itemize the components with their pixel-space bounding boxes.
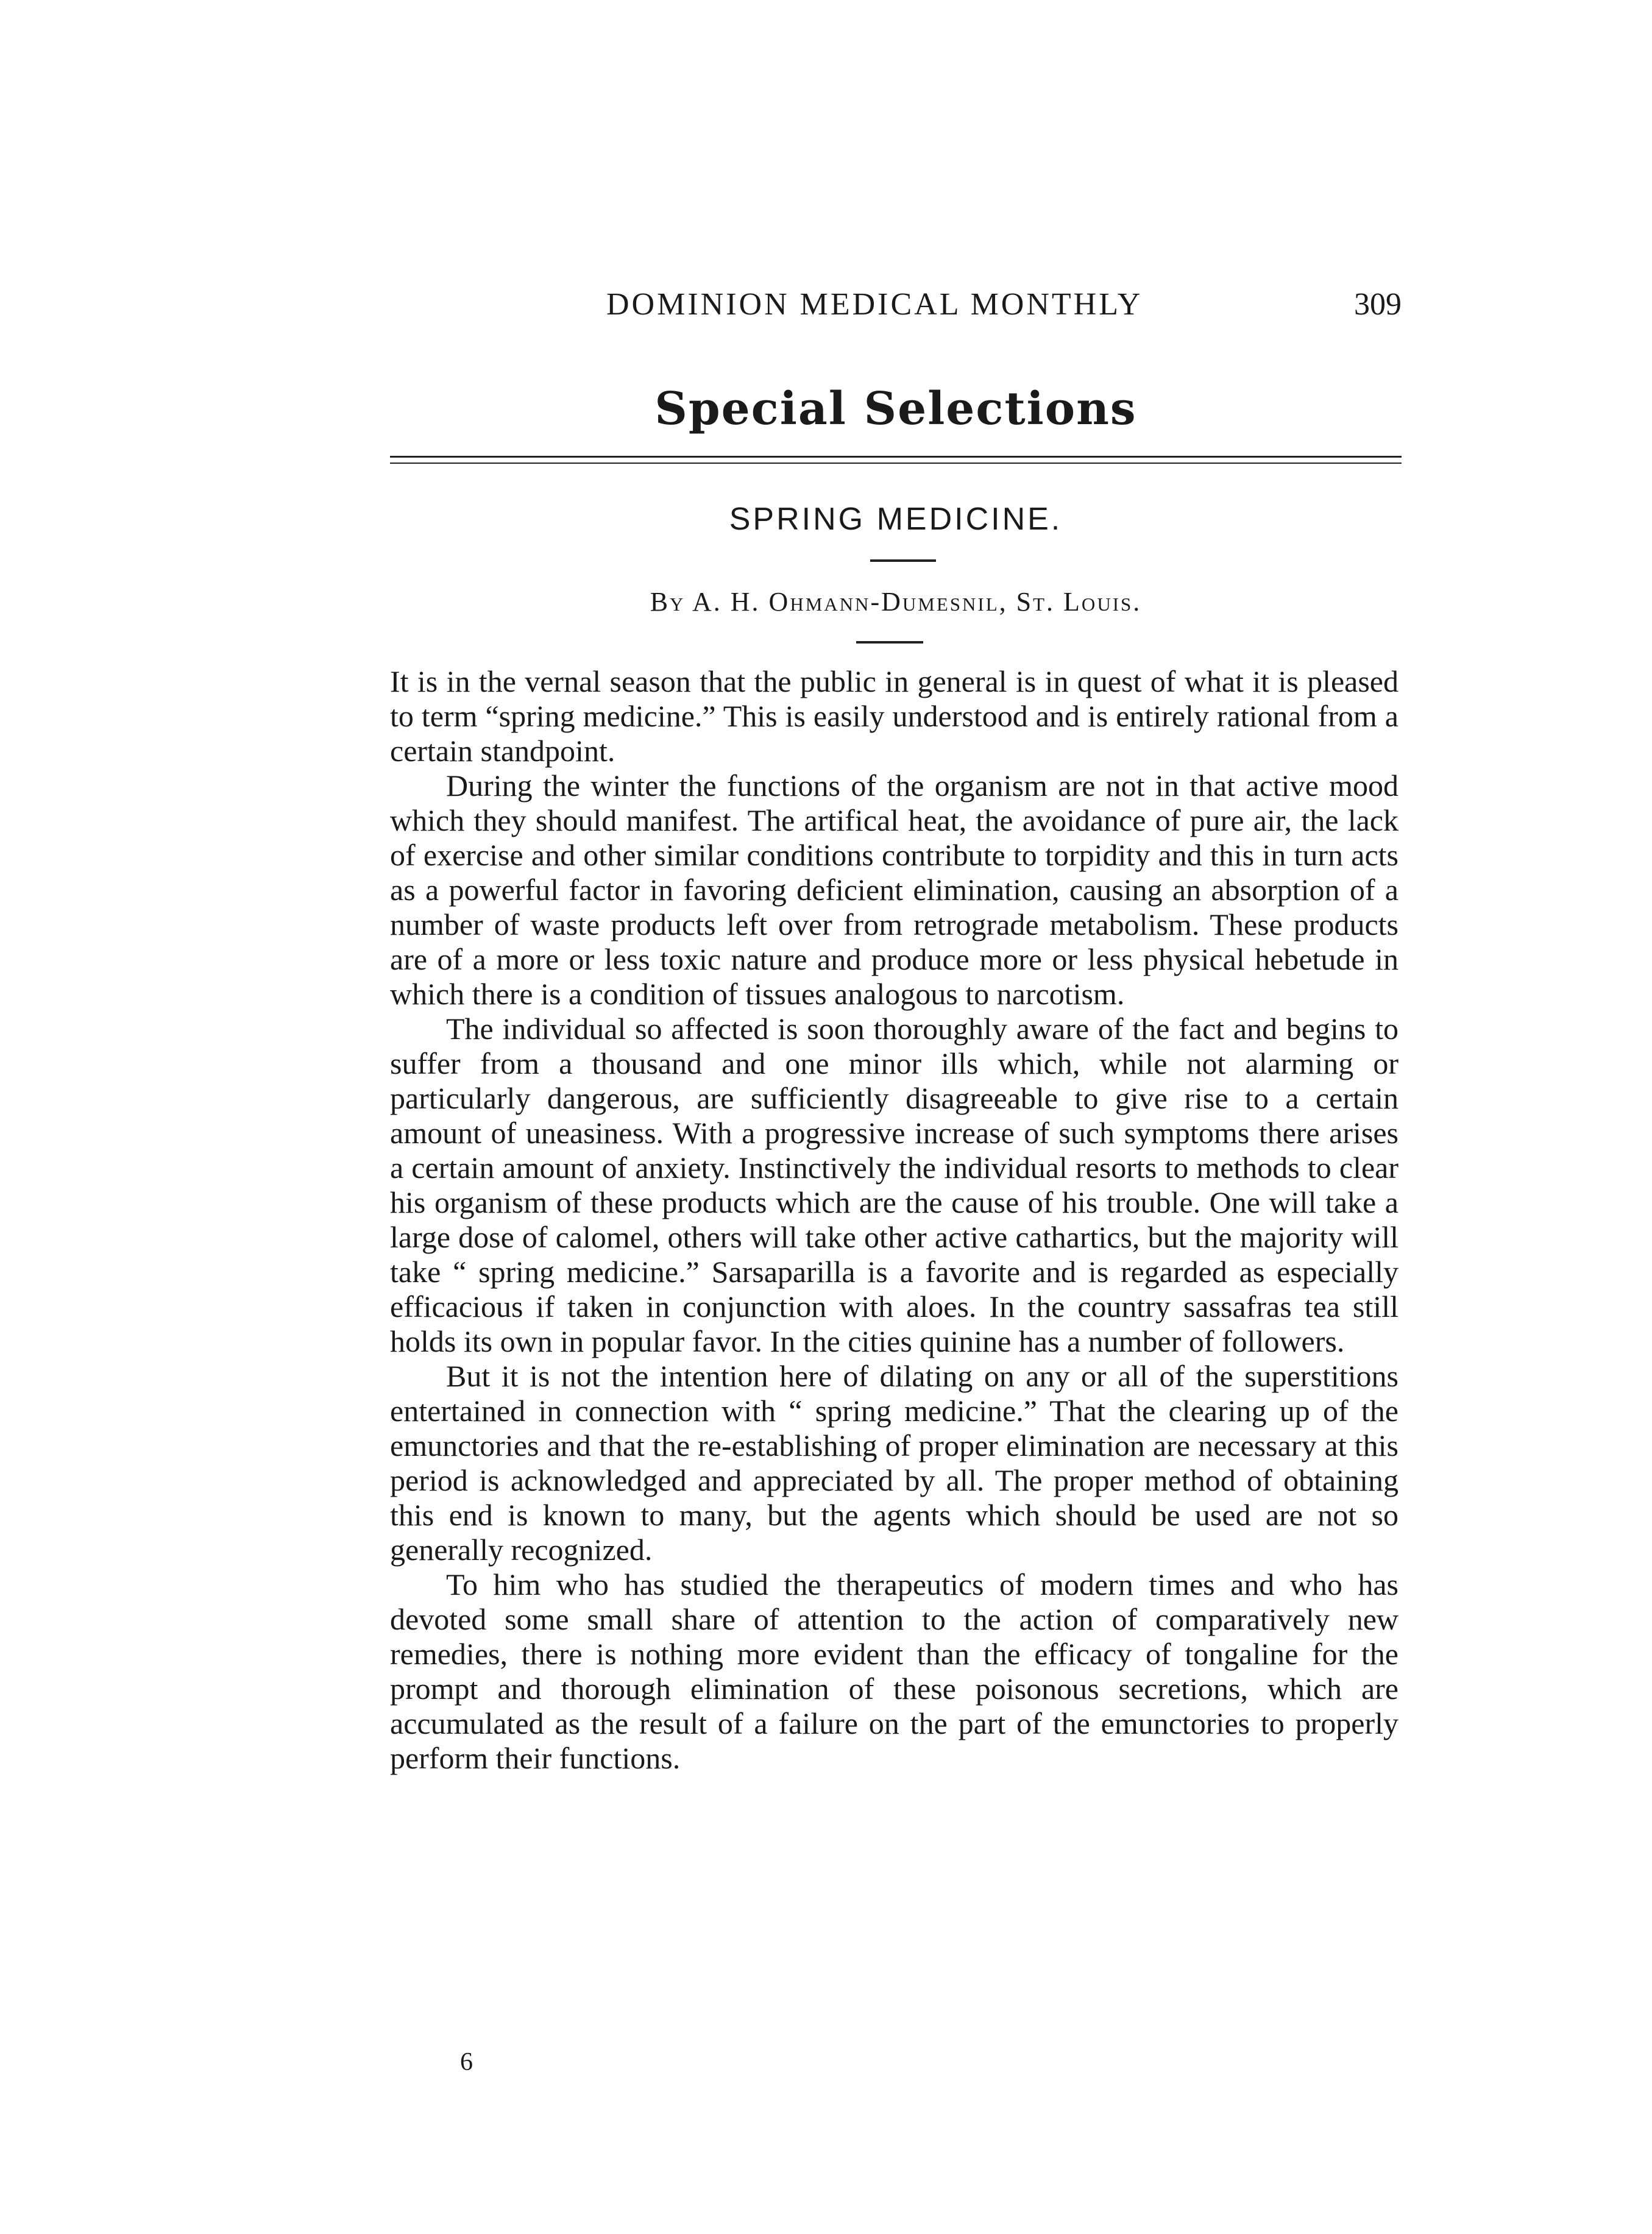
title-rule [870, 559, 936, 562]
article-byline: By A. H. Ohmann-Dumesnil, St. Louis. [650, 587, 1142, 617]
paragraph: The individual so affected is soon thoroughly aware of the fact and begins to suffer from a thousand and one minor ills which, while not alarming or particularly dangerous, are sufficiently disagreeable to give rise to a certain amount of uneasiness. With a progressive increase of such symptoms there arises a certain amount of anxiety. Instinctively the individual resorts to methods to clear his organism of these products which are the cause of his trouble. One will take a large dose of calomel, others will take other active cathartics, but the majority will take “ spring medicine.” Sarsaparilla is a favorite and is regarded as especially efficacious if taken in conjunction with aloes. In the country sassafras tea still holds its own in popular favor. In the cities quinine has a number of followers. [390, 1012, 1399, 1358]
signature-mark: 6 [460, 2048, 473, 2076]
journal-title: DOMINION MEDICAL MONTHLY [606, 287, 1143, 322]
page-number: 309 [1354, 287, 1402, 322]
section-title: Special Selections [654, 383, 1137, 435]
paragraph: But it is not the intention here of dilating on any or all of the superstitions entertained in connection with “ spring medicine.” That the clearing up of the emunctories and that the re-establishing of proper elimination are necessary at this period is acknowledged and appreciated by all. The proper method of obtaining this end is known to many, but the agents which should be used are not so generally recognized. [390, 1359, 1399, 1567]
paragraph: It is in the vernal season that the public in general is in quest of what it is pleased to term “spring medicine.” This is easily understood and is entirely rational from a certain standpoint. [390, 664, 1399, 768]
section-rule [390, 456, 1402, 464]
article-body [390, 664, 1399, 1776]
paragraph: To him who has studied the therapeutics of modern times and who has devoted some small share of attention to the action of comparatively new remedies, there is nothing more evident than the efficacy of tongaline for the prompt and thorough elimination of these poisonous secretions, which are accumulated as the result of a failure on the part of the emunctories to properly perform their functions. [390, 1567, 1399, 1775]
byline-rule [856, 641, 923, 644]
article-title: SPRING MEDICINE. [729, 502, 1063, 537]
paragraph: During the winter the functions of the organism are not in that active mood which they should manifest. The artifical heat, the avoidance of pure air, the lack of exercise and other similar conditions contribute to torpidity and this in turn acts as a powerful factor in favoring deficient elimination, causing an absorption of a number of waste products left over from retrograde metabolism. These products are of a more or less toxic nature and produce more or less physical hebetude in which there is a condition of tissues analogous to narcotism. [390, 768, 1399, 1011]
running-head [390, 286, 1402, 335]
